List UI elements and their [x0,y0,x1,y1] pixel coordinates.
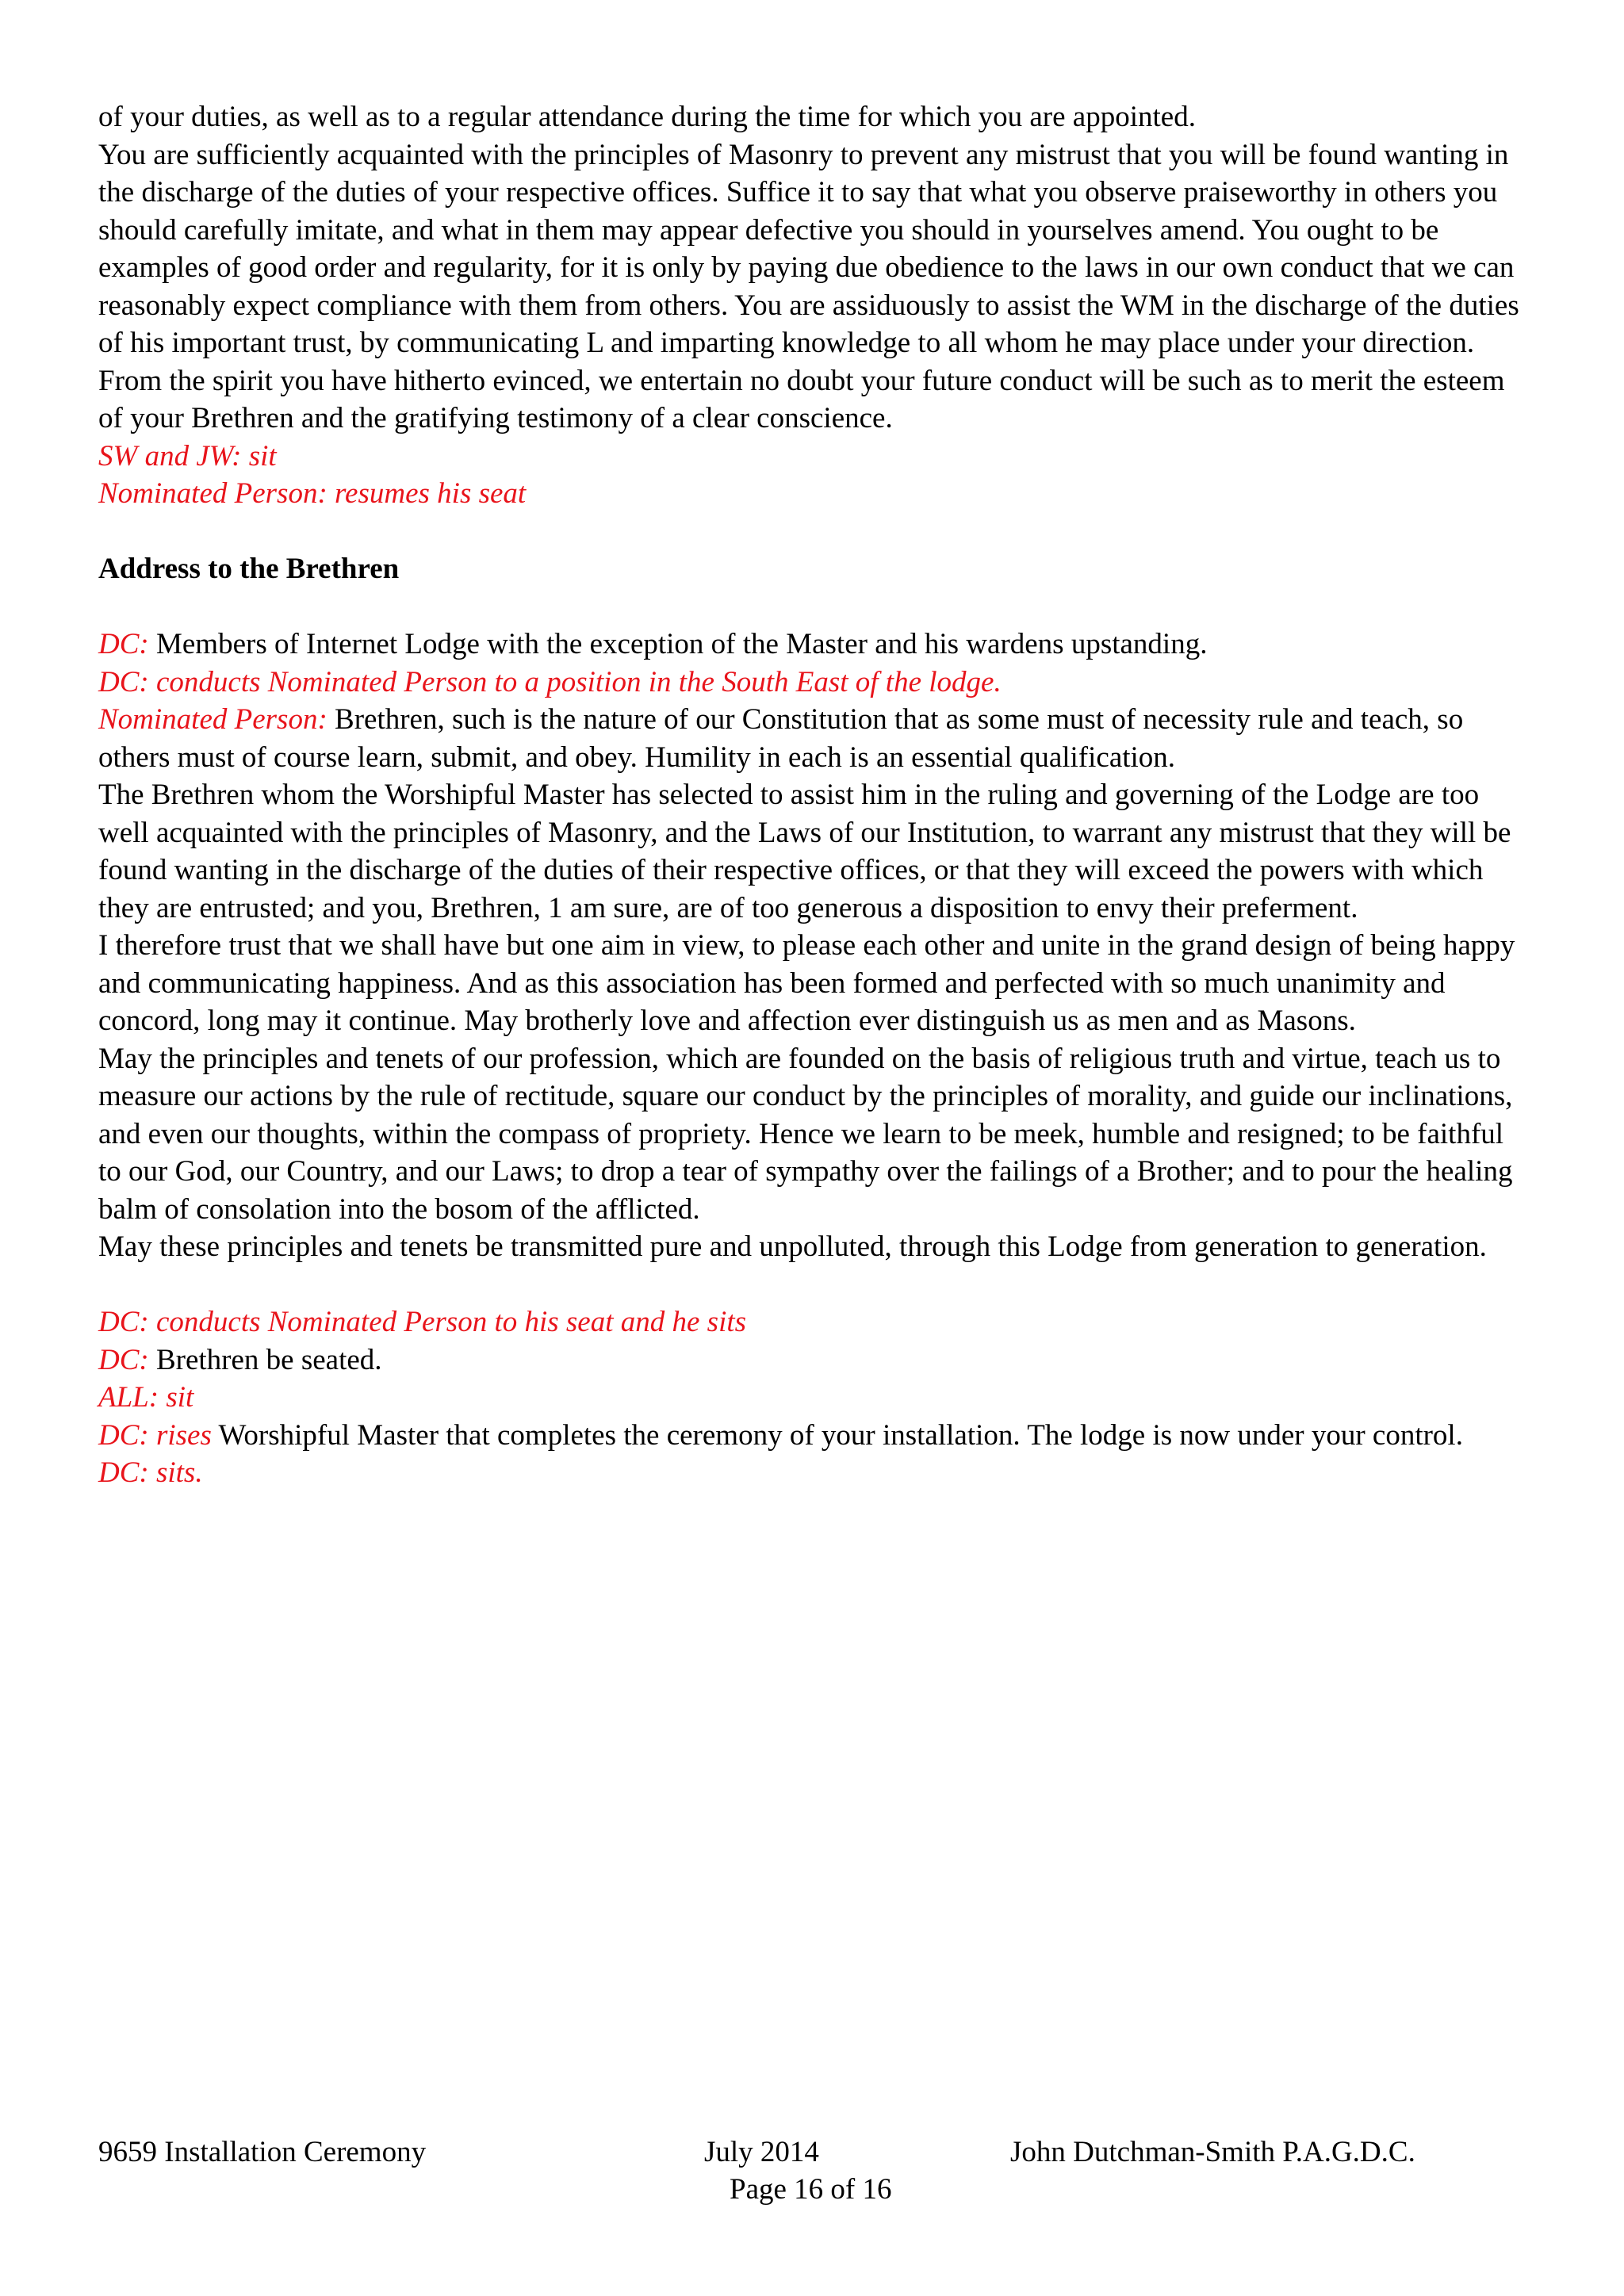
spacer [98,513,1534,551]
dc-speech: Worshipful Master that completes the ceremony of your installation. The lodge is now under your control. [211,1418,1463,1452]
spacer [98,588,1534,626]
nominated-person-line [98,701,1534,776]
dc-speech: Brethren be seated. [148,1343,382,1376]
dc-line-upstanding [98,626,1534,664]
speaker-dc: DC: [98,628,149,660]
stage-direction-wardens-sit: SW and JW: sit [98,439,277,473]
dc-line-seated [98,1341,1534,1380]
paragraph-transmitted: May these principles and tenets be transmitted pure and unpolluted, through this Lodge from generation to generation. [98,1230,1487,1263]
dc-line-completes [98,1417,1534,1455]
paragraph-principles: May the principles and tenets of our profession, which are founded on the basis of religious truth and virtue, teach us to measure our actions by the rule of rectitude, square our conduct by the principles of morality, and guide our inclinations, and even our thoughts, within the compass of propriety. Hence we learn to be meek, humble and resigned; to be faithful to our God, our Country, and our Laws; to drop a tear of sympathy over the failings of a Brother; and to pour the healing balm of consolation into the bosom of the afflicted. [98,1042,1513,1226]
speaker-dc: DC: [98,1343,149,1376]
footer-author: John Dutchman-Smith P.A.G.D.C. [1010,2136,1415,2168]
stage-direction-resumes-seat: Nominated Person: resumes his seat [98,477,527,510]
footer-document-title: 9659 Installation Ceremony [98,2136,427,2168]
footer-page-number: Page 16 of 16 [730,2173,892,2206]
nominated-person-speech: Brethren, such is the nature of our Constitution that as some must of necessity rule and teach, so others must of course learn, submit, and obey. Humility in each is an essential qualification. [98,703,1464,774]
stage-direction-dc-sits: DC: sits. [98,1456,203,1489]
document-body [98,98,1534,1492]
stage-direction-all-sit: ALL: sit [98,1381,194,1414]
paragraph-duties: of your duties, as well as to a regular attendance during the time for which you are appointed. [98,101,1196,133]
dc-speech: Members of Internet Lodge with the exception of the Master and his wardens upstanding. [148,628,1208,660]
stage-direction-conducts-to-seat: DC: conducts Nominated Person to his seat and he sits [98,1306,747,1338]
speaker-nominated-person: Nominated Person: [98,703,327,736]
stage-direction-south-east: DC: conducts Nominated Person to a position in the South East of the lodge. [98,665,1002,698]
paragraph-acquainted: You are sufficiently acquainted with the principles of Masonry to prevent any mistrust that you will be found wanting in the discharge of the duties of your respective offices. Suffice it to say that what you observe praiseworthy in others you should carefully imitate, and what in them may appear defective you should in yourselves amend. You ought to be examples of good order and regularity, for it is only by paying due obedience to the laws in our own conduct that we can reasonably expect compliance with them from others. You are assiduously to assist the WM in the discharge of the duties of his important trust, by communicating L and imparting knowledge to all whom he may place under your direction. [98,138,1519,359]
paragraph-spirit: From the spirit you have hitherto evinced, we entertain no doubt your future conduct will be such as to merit the esteem of your Brethren and the gratifying testimony of a clear conscience. [98,364,1505,434]
paragraph-brethren-selected: The Brethren whom the Worshipful Master has selected to assist him in the ruling and governing of the Lodge are too well acquainted with the principles of Masonry, and the Laws of our Institution, to warrant any mistrust that they will be found wanting in the discharge of the duties of their respective offices, or that they will exceed the powers with which they are entrusted; and you, Brethren, 1 am sure, are of too generous a disposition to envy their preferment. [98,779,1511,924]
section-heading: Address to the Brethren [98,553,400,585]
spacer [98,1266,1534,1304]
paragraph-one-aim: I therefore trust that we shall have but one aim in view, to please each other and unite in the grand design of being happy and communicating happiness. And as this association has been formed and perfected with so much unanimity and concord, long may it continue. May brotherly love and affection ever distinguish us as men and as Masons. [98,929,1515,1037]
page-footer [98,2133,1534,2213]
speaker-dc-rises: DC: rises [98,1418,212,1452]
footer-date: July 2014 [704,2136,819,2168]
